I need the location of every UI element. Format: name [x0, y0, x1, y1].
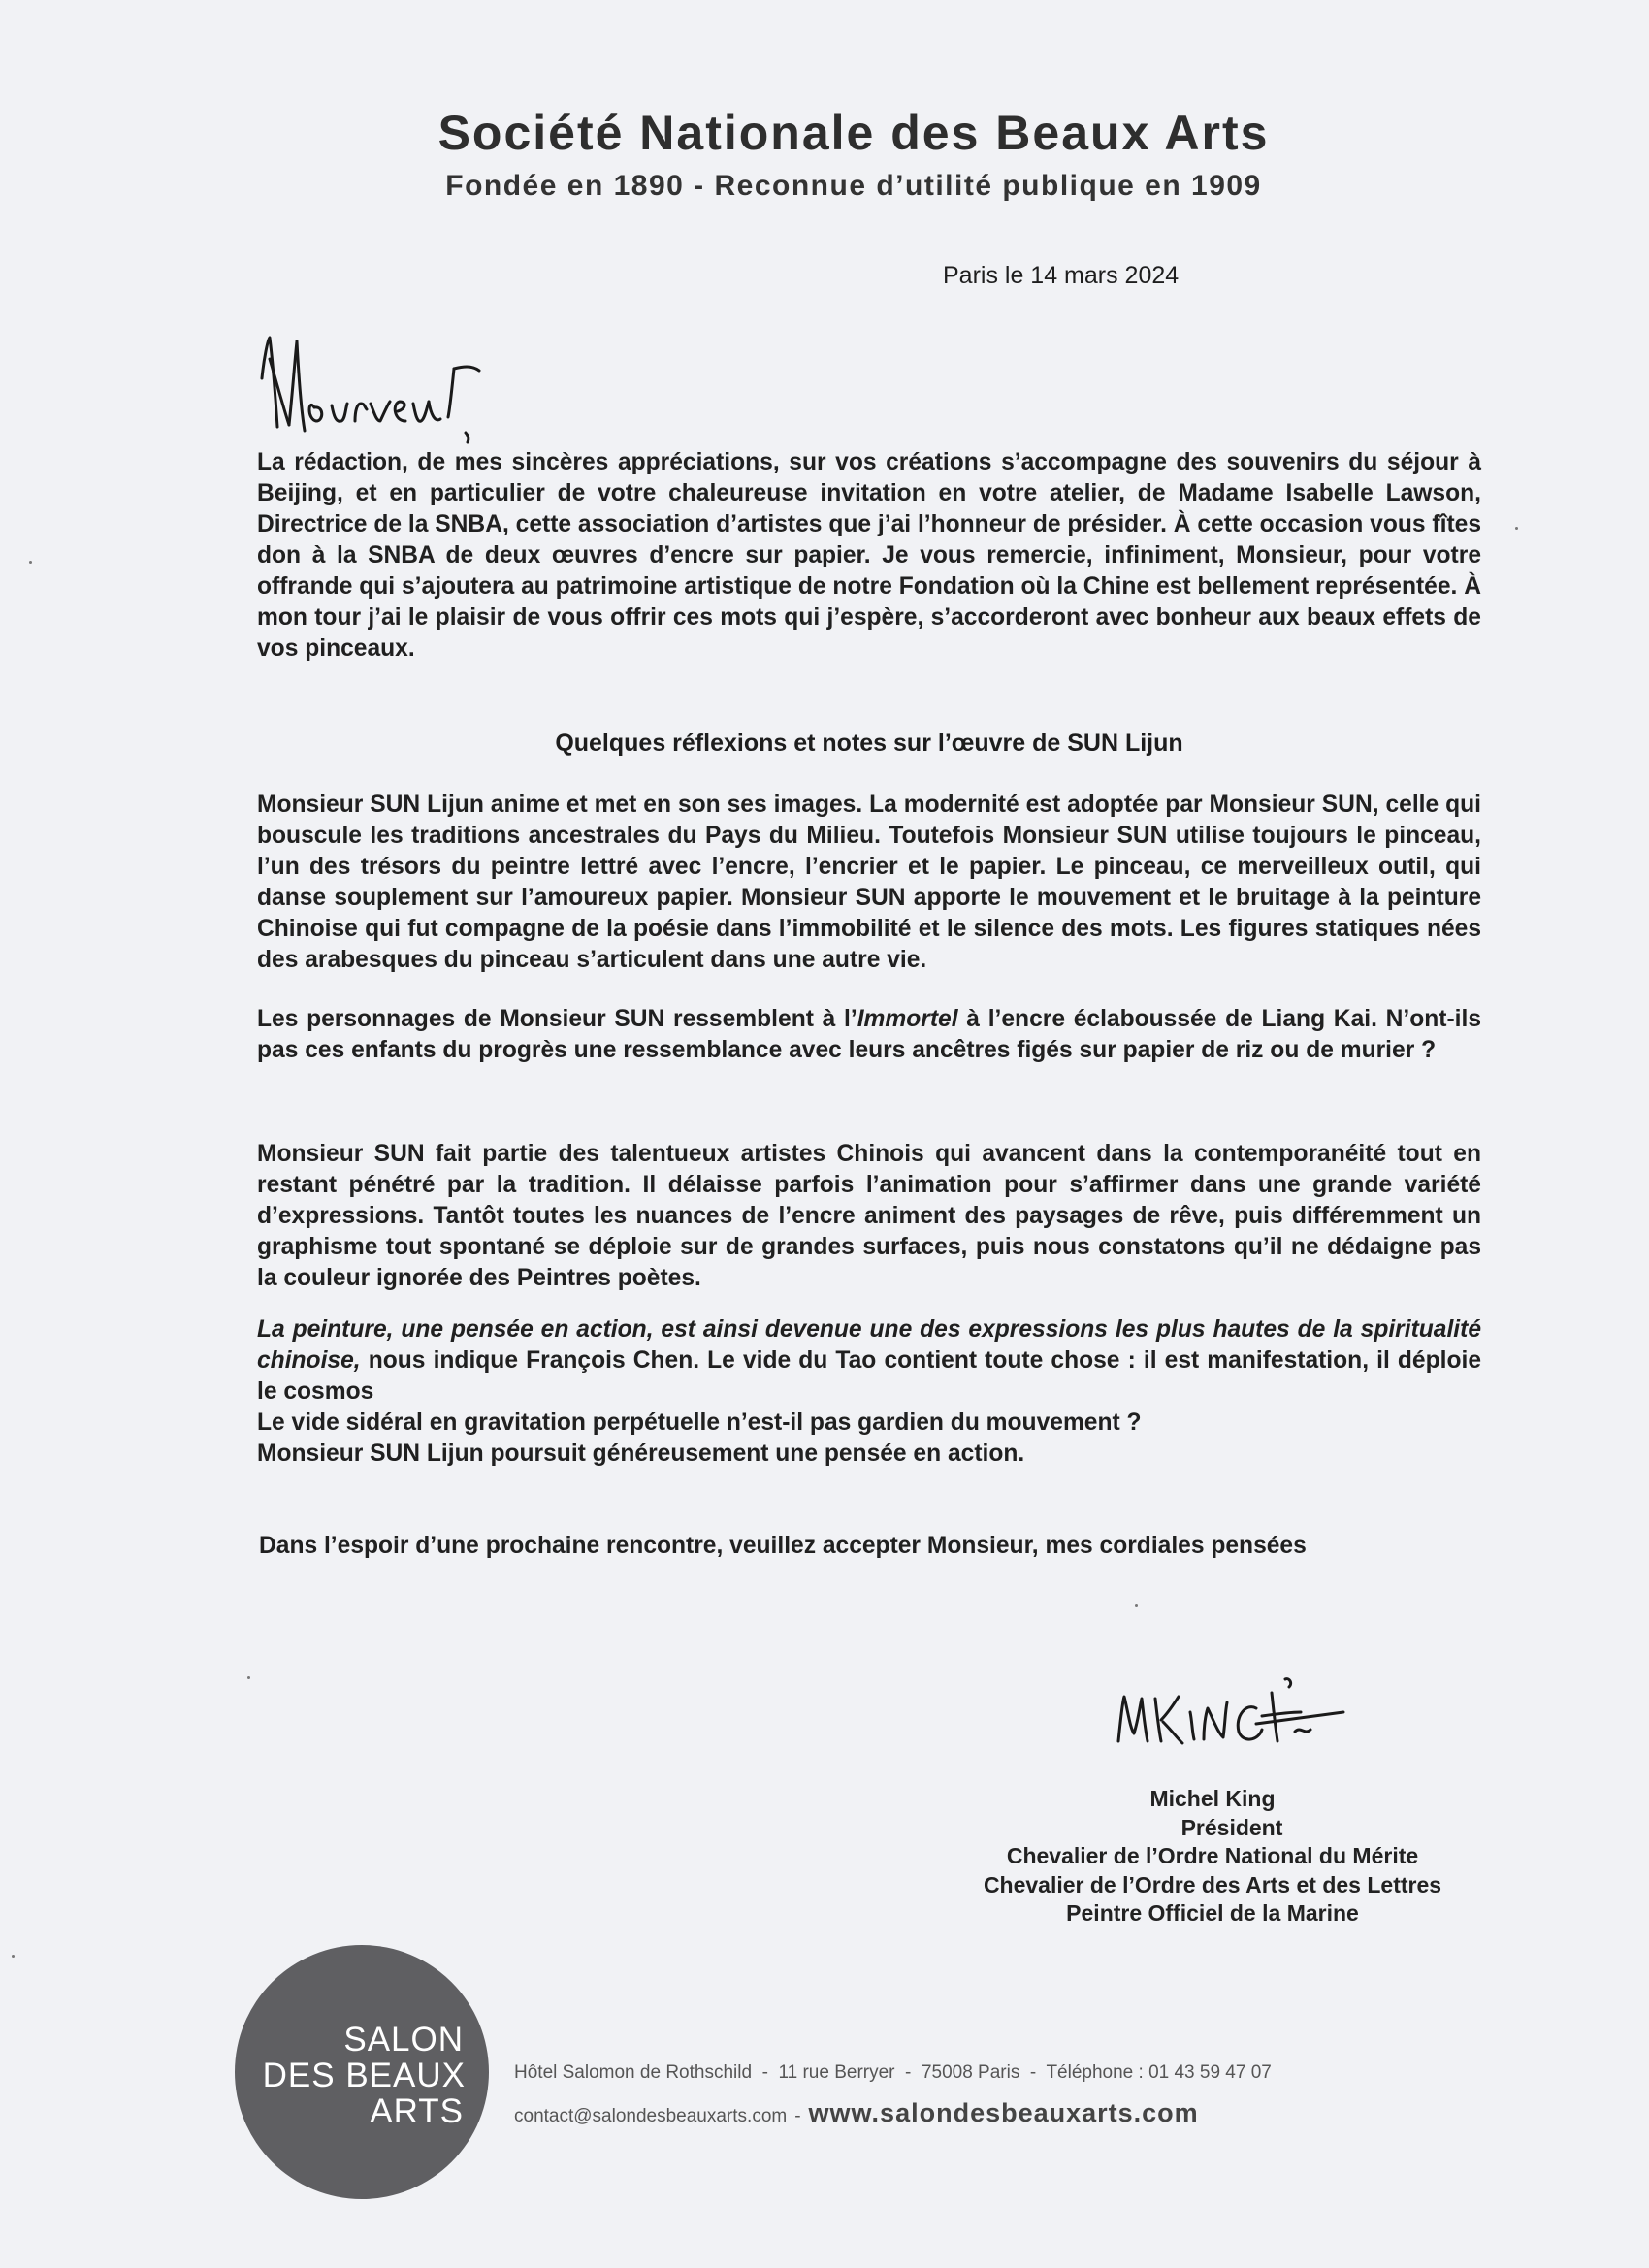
- scan-speck: [1515, 527, 1518, 530]
- paragraph-2-italic: Immortel: [857, 1006, 958, 1032]
- paragraph-4-quote: La peinture, une pensée en action, est ainsi devenue une des expressions les plus hautes de la spiritualité chinoise,: [257, 1316, 1481, 1374]
- footer-separator: -: [794, 2106, 801, 2126]
- handwritten-salutation: [254, 330, 526, 446]
- salon-logo: [235, 1945, 489, 2199]
- intro-paragraph: La rédaction, de mes sincères appréciations, sur vos créations s’accompagne des souvenirs du séjour à Beijing, et en particulier de votre chaleureuse invitation en votre atelier, de Madame Isabelle Lawson, Directrice de la SNBA, cette association d’artistes que j’ai l’honneur de présider. À cette occasion vous fîtes don à la SNBA de deux œuvres d’encre sur papier. Je vous remercie, infiniment, Monsieur, pour votre offrande qui s’ajoutera au patrimoine artistique de notre Fondation où la Chine est bellement représentée. À mon tour j’ai le plaisir de vous offrir ces mots qui j’espère, s’accorderont avec bonheur aux beaux effets de vos pinceaux.: [257, 449, 1481, 662]
- closing-line: Dans l’espoir d’une prochaine rencontre, veuillez accepter Monsieur, mes cordiales pensées: [259, 1533, 1307, 1559]
- society-title: Société Nationale des Beaux Arts: [437, 106, 1270, 160]
- footer-website[interactable]: www.salondesbeauxarts.com: [808, 2098, 1199, 2127]
- signer-honor-2: Chevalier de l’Ordre des Arts et des Lettres: [983, 1871, 1442, 1897]
- paragraph-4: [257, 1314, 1481, 1470]
- section-title: Quelques réflexions et notes sur l’œuvre de SUN Lijun: [555, 729, 1183, 757]
- paragraph-2: [257, 1004, 1481, 1066]
- paragraph-1: Monsieur SUN Lijun anime et met en son ses images. La modernité est adoptée par Monsieur SUN, celle qui bouscule les traditions ancestrales du Pays du Milieu. Toutefois Monsieur SUN utilise toujours le pinceau, l’un des trésors du peintre lettré avec l’encre, l’encrier et le papier. Le pinceau, ce merveilleux outil, qui danse souplement sur l’amoureux papier. Monsieur SUN apporte le mouvement et le bruitage à la peinture Chinoise qui fut compagne de la poésie dans l’immobilité et le silence des mots. Les figures statiques nées des arabesques du pinceau s’articulent dans une autre vie.: [257, 792, 1481, 973]
- logo-line-3: ARTS: [370, 2092, 464, 2130]
- footer-contact: [514, 2098, 1199, 2128]
- paragraph-4-rest: nous indique François Chen. Le vide du Tao contient toute chose : il est manifestation, il déploie le cosmos: [257, 1347, 1481, 1405]
- scan-speck: [12, 1955, 15, 1958]
- letter-date: Paris le 14 mars 2024: [943, 262, 1180, 289]
- footer-email[interactable]: contact@salondesbeauxarts.com: [514, 2106, 788, 2126]
- signer-role: Président: [1180, 1814, 1283, 1840]
- paragraph-3: Monsieur SUN fait partie des talentueux artistes Chinois qui avancent dans la contemporanéité tout en restant pénétré par la tradition. Il délaisse parfois l’animation pour s’affirmer dans une grande variété d’expressions. Tantôt toutes les nuances de l’encre animent des paysages de rêve, puis différemment un graphisme tout spontané se déploie sur de grandes surfaces, puis nous constatons qu’il ne dédaigne pas la couleur ignorée des Peintres poètes.: [257, 1141, 1481, 1291]
- paragraph-2-end: à l’encre éclaboussée de Liang Kai. N’ont-ils pas ces enfants du progrès une ressemblance avec leurs ancêtres figés sur papier de riz ou de murier ?: [257, 1006, 1482, 1063]
- scan-speck: [1135, 1604, 1138, 1607]
- logo-line-1: SALON: [343, 2021, 464, 2058]
- paragraph-4-line-2: Le vide sidéral en gravitation perpétuelle n’est-il pas gardien du mouvement ?: [257, 1409, 1142, 1436]
- logo-line-2: DES BEAUX: [262, 2057, 466, 2094]
- footer-address: Hôtel Salomon de Rothschild - 11 rue Berryer - 75008 Paris - Téléphone : 01 43 59 47 07: [514, 2062, 1272, 2083]
- scan-speck: [247, 1676, 250, 1679]
- signer-honor-3: Peintre Officiel de la Marine: [1066, 1900, 1359, 1926]
- scan-speck: [29, 561, 32, 564]
- signer-honor-1: Chevalier de l’Ordre National du Mérite: [1006, 1843, 1419, 1868]
- paragraph-2-start: Les personnages de Monsieur SUN ressemblent à l’: [257, 1006, 857, 1032]
- signer-block: [970, 1785, 1455, 1928]
- society-subtitle: Fondée en 1890 - Reconnue d’utilité publique en 1909: [445, 170, 1262, 202]
- signature: [1111, 1673, 1353, 1761]
- signer-name: Michel King: [1149, 1786, 1276, 1811]
- paragraph-4-line-3: Monsieur SUN Lijun poursuit généreusement une pensée en action.: [257, 1441, 1025, 1467]
